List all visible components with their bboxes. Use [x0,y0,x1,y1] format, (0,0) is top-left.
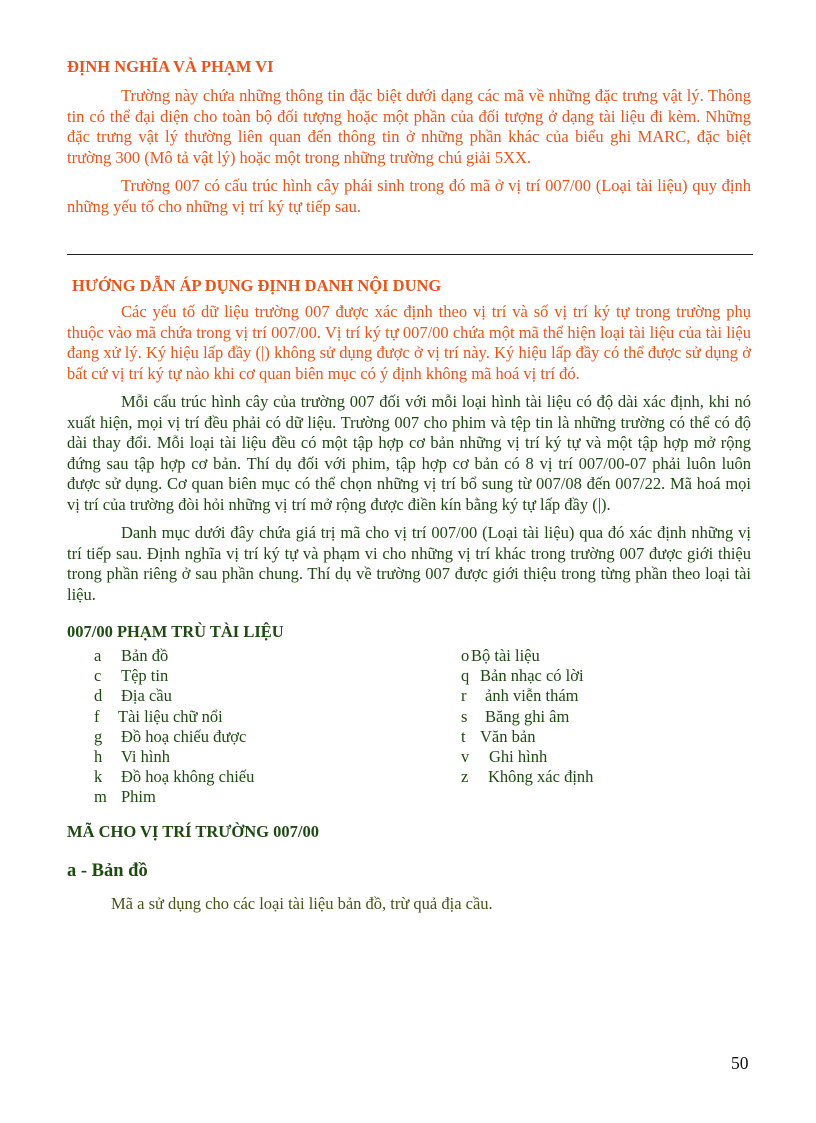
paragraph: Trường này chứa những thông tin đặc biệt dưới dạng các mã về những đặc trưng vật lý. Thông tin có thể đại diện cho toàn bộ đối tượng hoặc một phần của đối tượng ở dạng tài liệu đi kèm. Những đặc trưng vật lý thường liên quan đến thông tin ở những phần khác của biểu ghi MARC, đặc biệt trường 300 (Mô tả vật lý) hoặc một trong những trường chú giải 5XX. [67,86,751,167]
list-item: z Không xác định [461,767,594,787]
list-item: k Đồ hoạ không chiếu [94,767,255,787]
list-item: m Phim [94,787,156,807]
list-item: c Tệp tin [94,666,169,686]
category-list-right [461,646,593,787]
paragraph: Danh mục dưới đây chứa giá trị mã cho vị trí 007/00 (Loại tài liệu) qua đó xác định những vị trí tiếp sau. Định nghĩa vị trí ký tự và phạm vi cho những vị trí khác trong trường 007 được giới thiệu trong phần riêng ở sau phần chung. Thí dụ về trường 007 được giới thiệu trong từng phần theo loại tài liệu. [67,523,751,604]
list-item: o Bộ tài liệu [461,646,540,665]
page-number: 50 [731,1053,749,1073]
list-item: q Bản nhạc có lời [461,666,584,686]
list-item: f Tài liệu chữ nổi [94,706,223,726]
section-heading-codes: MÃ CHO VỊ TRÍ TRƯỜNG 007/00 [67,822,319,841]
list-item: r ảnh viễn thám [461,686,579,706]
list-item: v Ghi hình [461,747,548,767]
list-item: h Vi hình [94,747,170,767]
subsection-heading-map: a - Bản đồ [67,861,148,881]
section-heading-material-category: 007/00 PHẠM TRÙ TÀI LIỆU [67,622,284,641]
paragraph: Các yếu tố dữ liệu trường 007 được xác định theo vị trí và số vị trí ký tự trong trường phụ thuộc vào mã chứa trong vị trí 007/00. Vị trí ký tự 007/00 chứa một mã thể hiện loại tài liệu của tài liệu đang xử lý. Ký hiệu lấp đầy (|) không sử dụng được ở vị trí này. Ký hiệu lấp đầy có thể được sử dụng ở bất cứ vị trí ký tự nào khi cơ quan biên mục có ý định không mã hoá vị trí đó. [67,302,751,383]
section-heading-definition: ĐỊNH NGHĨA VÀ PHẠM VI [67,57,274,76]
divider-line [67,254,753,255]
list-item: d Địa cầu [94,686,172,706]
category-code-list [67,646,751,808]
list-item: t Văn bản [461,726,536,746]
paragraph: Trường 007 có cấu trúc hình cây phái sinh trong đó mã ở vị trí 007/00 (Loại tài liệu) quy định những yếu tố cho những vị trí ký tự tiếp sau. [67,176,751,216]
list-item: a Bản đồ [94,646,169,665]
list-item: g Đồ hoạ chiếu được [94,726,247,746]
page-content [67,55,751,915]
list-item: s Băng ghi âm [461,706,570,726]
section-heading-guidelines: HƯỚNG DẪN ÁP DỤNG ĐỊNH DANH NỘI DUNG [72,276,442,295]
paragraph: Mỗi cấu trúc hình cây của trường 007 đối với mỗi loại hình tài liệu có độ dài xác định, khi nó xuất hiện, mọi vị trí đều phải có dữ liệu. Trường 007 cho phim và tệp tin là những trường có thể có độ dài thay đổi. Mỗi loại tài liệu đều có một tập hợp cơ bản những vị trí ký tự và một tập hợp mở rộng đứng sau tập hợp cơ bản. Thí dụ đối với phim, tập hợp cơ bản có 8 vị trí 007/00-07 phải luôn luôn được sử dụng. Cơ quan biên mục có thể chọn những vị trí bổ sung từ 007/08 đến 007/22. Mã hoá mọi vị trí của trường đòi hỏi những vị trí mở rộng được điền kín bằng ký tự lấp đầy (|). [67,392,751,514]
subsection-text: Mã a sử dụng cho các loại tài liệu bản đồ, trừ quả địa cầu. [111,894,493,913]
category-list-left [94,646,254,808]
